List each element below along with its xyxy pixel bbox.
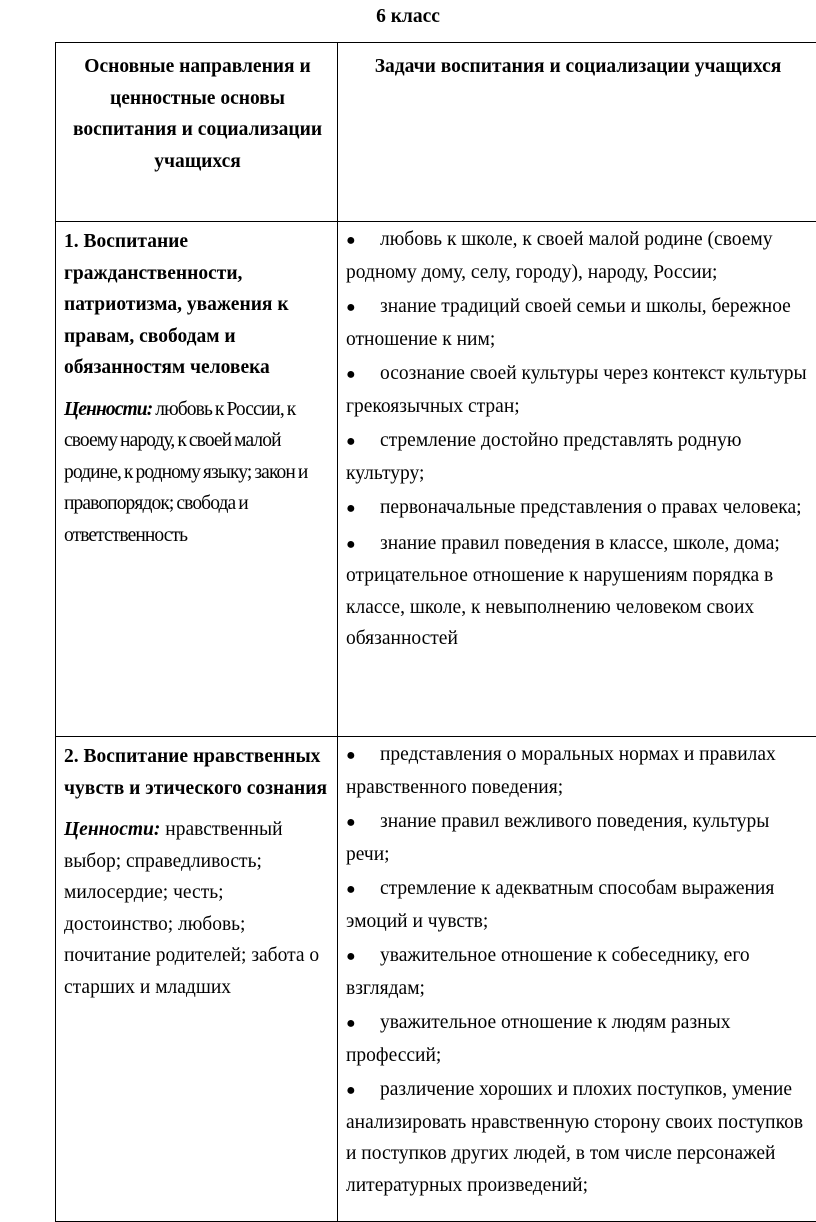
task-text: осознание своей культуры через контекст культуры грекоязычных стран; <box>346 363 807 417</box>
bullet-dot-icon: ● <box>346 740 380 772</box>
task-text: первоначальные представления о правах человека; <box>380 497 802 518</box>
task-text: знание правил вежливого поведения, культуры речи; <box>346 811 769 865</box>
table-row <box>56 737 816 1222</box>
bullet-dot-icon: ● <box>346 941 380 973</box>
tasks-cell <box>338 737 816 1222</box>
bullet-dot-icon: ● <box>346 426 380 458</box>
list-item <box>346 492 812 525</box>
header-directions: Основные направления и ценностные основы воспитания и социализации учащихся <box>56 43 338 222</box>
bullet-dot-icon: ● <box>346 292 380 324</box>
task-text: любовь к школе, к своей малой родине (своему родному дому, селу, городу), народу, России; <box>346 229 773 283</box>
values-block <box>64 814 333 1003</box>
list-item <box>346 739 812 803</box>
direction-cell <box>56 222 338 737</box>
list-item <box>346 425 812 489</box>
task-text: представления о моральных нормах и правилах нравственного поведения; <box>346 744 776 798</box>
list-item <box>346 1074 812 1201</box>
task-text: уважительное отношение к людям разных профессий; <box>346 1012 730 1066</box>
task-text: стремление достойно представлять родную культуру; <box>346 430 741 484</box>
list-item <box>346 291 812 355</box>
bullet-dot-icon: ● <box>346 874 380 906</box>
values-label: Ценности: <box>64 819 160 840</box>
task-text: стремление к адекватным способам выражения эмоций и чувств; <box>346 878 774 932</box>
table-row <box>56 222 816 737</box>
direction-title: 2. Воспитание нравственных чувств и этического сознания <box>64 741 333 804</box>
list-item <box>346 528 812 655</box>
education-table <box>55 42 816 1222</box>
tasks-cell <box>338 222 816 737</box>
bullet-dot-icon: ● <box>346 359 380 391</box>
list-item <box>346 940 812 1004</box>
page-title: 6 класс <box>0 6 816 28</box>
header-tasks: Задачи воспитания и социализации учащихся <box>338 43 816 222</box>
task-text: знание традиций своей семьи и школы, бережное отношение к ним; <box>346 296 791 350</box>
list-item <box>346 806 812 870</box>
direction-title: 1. Воспитание гражданственности, патриотизма, уважения к правам, свободам и обязанностям человека <box>64 226 333 384</box>
bullet-dot-icon: ● <box>346 529 380 561</box>
list-item <box>346 873 812 937</box>
task-list <box>346 739 812 1201</box>
task-text: знание правил поведения в классе, школе, дома; отрицательное отношение к нарушениям порядка в классе, школе, к невыполнению человеком своих обязанностей <box>346 533 780 650</box>
values-label: Ценности: <box>64 399 152 420</box>
table-header-row <box>56 43 816 222</box>
bullet-dot-icon: ● <box>346 225 380 257</box>
list-item <box>346 1007 812 1071</box>
bullet-dot-icon: ● <box>346 1075 380 1107</box>
direction-cell <box>56 737 338 1222</box>
list-item <box>346 224 812 288</box>
task-text: уважительное отношение к собеседнику, его взглядам; <box>346 945 750 999</box>
bullet-dot-icon: ● <box>346 1008 380 1040</box>
list-item <box>346 358 812 422</box>
task-text: различение хороших и плохих поступков, умение анализировать нравственную сторону своих поступков и поступков других людей, в том числе персонажей литературных произведений; <box>346 1079 803 1196</box>
bullet-dot-icon: ● <box>346 493 380 525</box>
values-block <box>64 394 333 552</box>
values-text: нравственный выбор; справедливость; милосердие; честь; достоинство; любовь; почитание родителей; забота о старших и младших <box>64 819 319 998</box>
bullet-dot-icon: ● <box>346 807 380 839</box>
values-text: любовь к России, к своему народу, к своей малой родине, к родному языку; закон и правопорядок; свобода и ответственность <box>64 399 307 546</box>
task-list <box>346 224 812 655</box>
